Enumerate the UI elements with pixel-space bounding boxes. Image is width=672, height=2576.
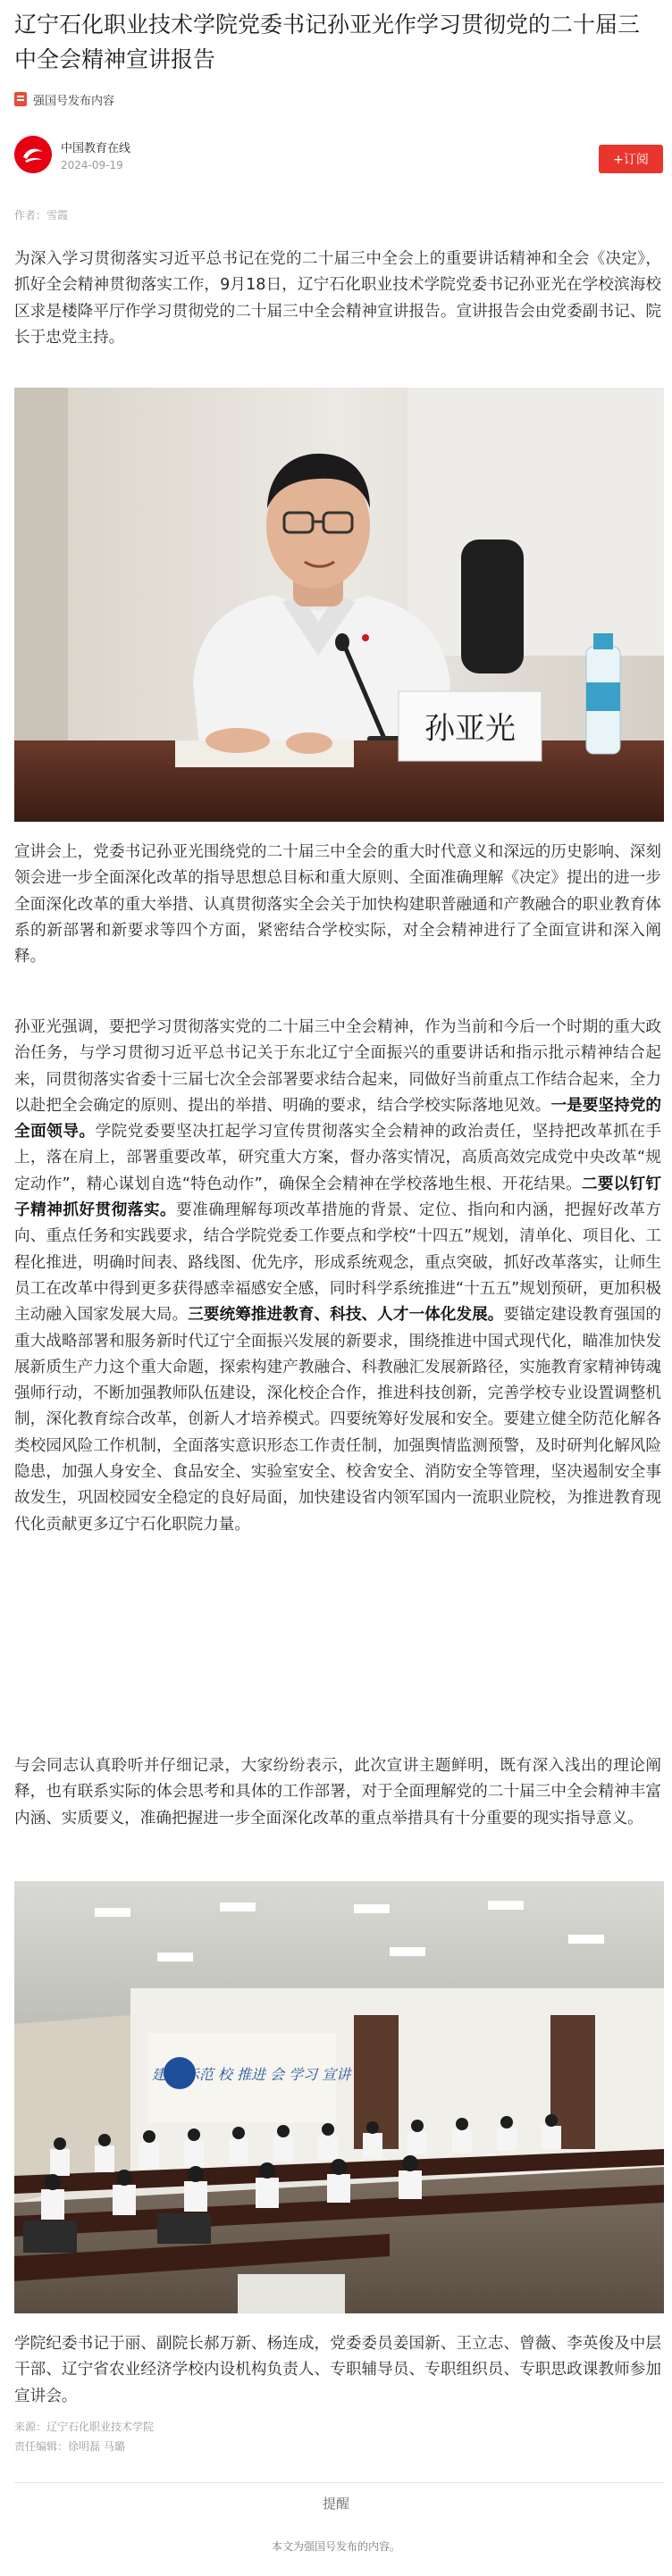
paragraph-speech-summary: 宣讲会上，党委书记孙亚光围绕党的二十届三中全会的重大时代意义和深远的历史影响、深刻领会进一步全面深化改革的指导思想总目标和重大原则、全面准确理解《决定》提出的进一步全面深化改革的重大举措、认真贯彻落实全会关于加快构建职普融通和产教融合的职业教育体系的新部署和新要求等四个方面，紧密结合学校实际，对全会精神进行了全面宣讲和深入阐释。 bbox=[14, 843, 661, 966]
article-title: 辽宁石化职业技术学院党委书记孙亚光作学习贯彻党的二十届三中全会精神宣讲报告 bbox=[14, 12, 641, 72]
editor-line: 责任编辑：徐明磊 马璐 bbox=[14, 2440, 125, 2453]
paragraph-attendees: 学院纪委书记于丽、副院长郝万新、杨连成，党委委员姜国新、王立志、曾薇、李英俊及中层干部、辽宁省农业经济学校内设机构负责人、专职辅导员、专职组织员、专职思政课教师参加宣讲会。 bbox=[14, 2335, 661, 2405]
paragraph-emphasis-text-a: 孙亚光强调，要把学习贯彻落实党的二十届三中全会精神，作为当前和今后一个时期的重大政治任务，与学习贯彻习近平总书记关于东北辽宁全面振兴的重要讲话和指示批示精神结合起来，同贯彻落实省委十三届七次全会部署要求结合起来，同做好当前重点工作结合起来，全力以赴把全会确定的原则、提出的举措、明确的要求，结合学校实际落地见效。 bbox=[14, 1018, 661, 1115]
point-one-heading: 一是要坚持党的全面领导。 bbox=[14, 1096, 661, 1142]
avatar[interactable] bbox=[14, 136, 52, 173]
paragraph-emphasis bbox=[14, 1015, 661, 1538]
paragraph-audience: 与会同志认真聆听并仔细记录，大家纷纷表示，此次宣讲主题鲜明，既有深入浅出的理论阐释，也有联系实际的体会思考和具体的工作部署，对于全面理解党的二十届三中全会精神丰富内涵、实质要义，准确把握进一步全面深化改革的重点举措具有十分重要的现实指导意义。 bbox=[14, 1757, 661, 1827]
paragraph-emphasis-text-e: 要准确理解每项改革措施的背景、定位、指向和内涵，把握好改革方向、重点任务和实践要求，结合学院党委工作要点和学校“十四五”规划，清单化、项目化、工程化推进，明确时间表、路线图、优先序，形成系统观念，重点突破，抓好改革落实，让师生员工在改革中得到更多获得感幸福感安全感，同时科学系统推进“十五五”规划预研，更加积极主动融入国家发展大局。 bbox=[14, 1201, 661, 1325]
author-box[interactable] bbox=[14, 136, 130, 173]
notice-text: 本文为强国号发布的内容。 bbox=[271, 2540, 400, 2553]
paragraph-intro: 为深入学习贯彻落实习近平总书记在党的二十届三中全会上的重要讲话精神和全会《决定》，抓好全会精神贯彻落实工作，9月18日，辽宁石化职业技术学院党委书记孙亚光在学校滨海校区求是楼降平厅作学习贯彻党的二十届三中全会精神宣讲报告。宣讲报告会由党委副书记、院长于忠党主持。 bbox=[14, 250, 661, 347]
paragraph-emphasis-text-g: 要锚定建设教育强国的重大战略部署和服务新时代辽宁全面振兴发展的新要求，围绕推进中国式现代化，瞄准加快发展新质生产力这个重大命题，探索构建产教融合、科教融汇发展新路径，实施教育家精神铸魂强师行动，不断加强教师队伍建设，深化校企合作，推进科技创新，完善学校专业设置调整机制，深化教育综合改革，创新人才培养模式。四要统筹好发展和安全。要建立健全防范化解各类校园风险工作机制，全面落实意识形态工作责任制，加强舆情监测预警，及时研判化解风险隐患，加强人身安全、食品安全、实验室安全、校舍安全、消防安全等管理，坚决遏制安全事故发生，巩固校园安全稳定的良好局面，加快建设省内领军国内一流职业院校，为推进教育现代化贡献更多辽宁石化职院力量。 bbox=[14, 1306, 661, 1534]
point-three-heading: 三要统筹推进教育、科技、人才一体化发展。 bbox=[188, 1306, 504, 1325]
source-row[interactable] bbox=[14, 89, 114, 109]
point-two-heading: 二要以钉钉子精神抓好贯彻落实。 bbox=[14, 1175, 661, 1220]
source-line: 来源：辽宁石化职业技术学院 bbox=[14, 2421, 155, 2433]
notice-title: 提醒 bbox=[322, 2496, 349, 2512]
publish-date: 2024-09-19 bbox=[61, 158, 123, 171]
photo-speaker bbox=[14, 388, 664, 822]
byline: 作者：雪霞 bbox=[14, 209, 69, 222]
publisher-logo-icon bbox=[14, 136, 52, 173]
photo-meeting-room bbox=[14, 1881, 664, 2313]
document-icon bbox=[14, 92, 27, 106]
divider bbox=[14, 2482, 664, 2483]
subscribe-button[interactable]: +订阅 bbox=[599, 145, 663, 173]
paragraph-emphasis-text-c: 学院党委要坚决扛起学习宣传贯彻落实全会精神的政治责任，坚持把改革抓在手上，落在肩上，部署重要改革，研究重大方案，督办落实情况，高质高效完成党中央改革“规定动作”，精心谋划自选“特色动作”，确保全会精神在学校落地生根、开花结果。 bbox=[14, 1123, 661, 1193]
author-name[interactable]: 中国教育在线 bbox=[61, 141, 131, 155]
nameplate-text: 孙亚光 bbox=[424, 711, 516, 747]
wall-banner-text: 建设 示范 校 推进 会 学习 宣讲 bbox=[151, 2066, 351, 2083]
source-label: 强国号发布内容 bbox=[33, 94, 115, 108]
